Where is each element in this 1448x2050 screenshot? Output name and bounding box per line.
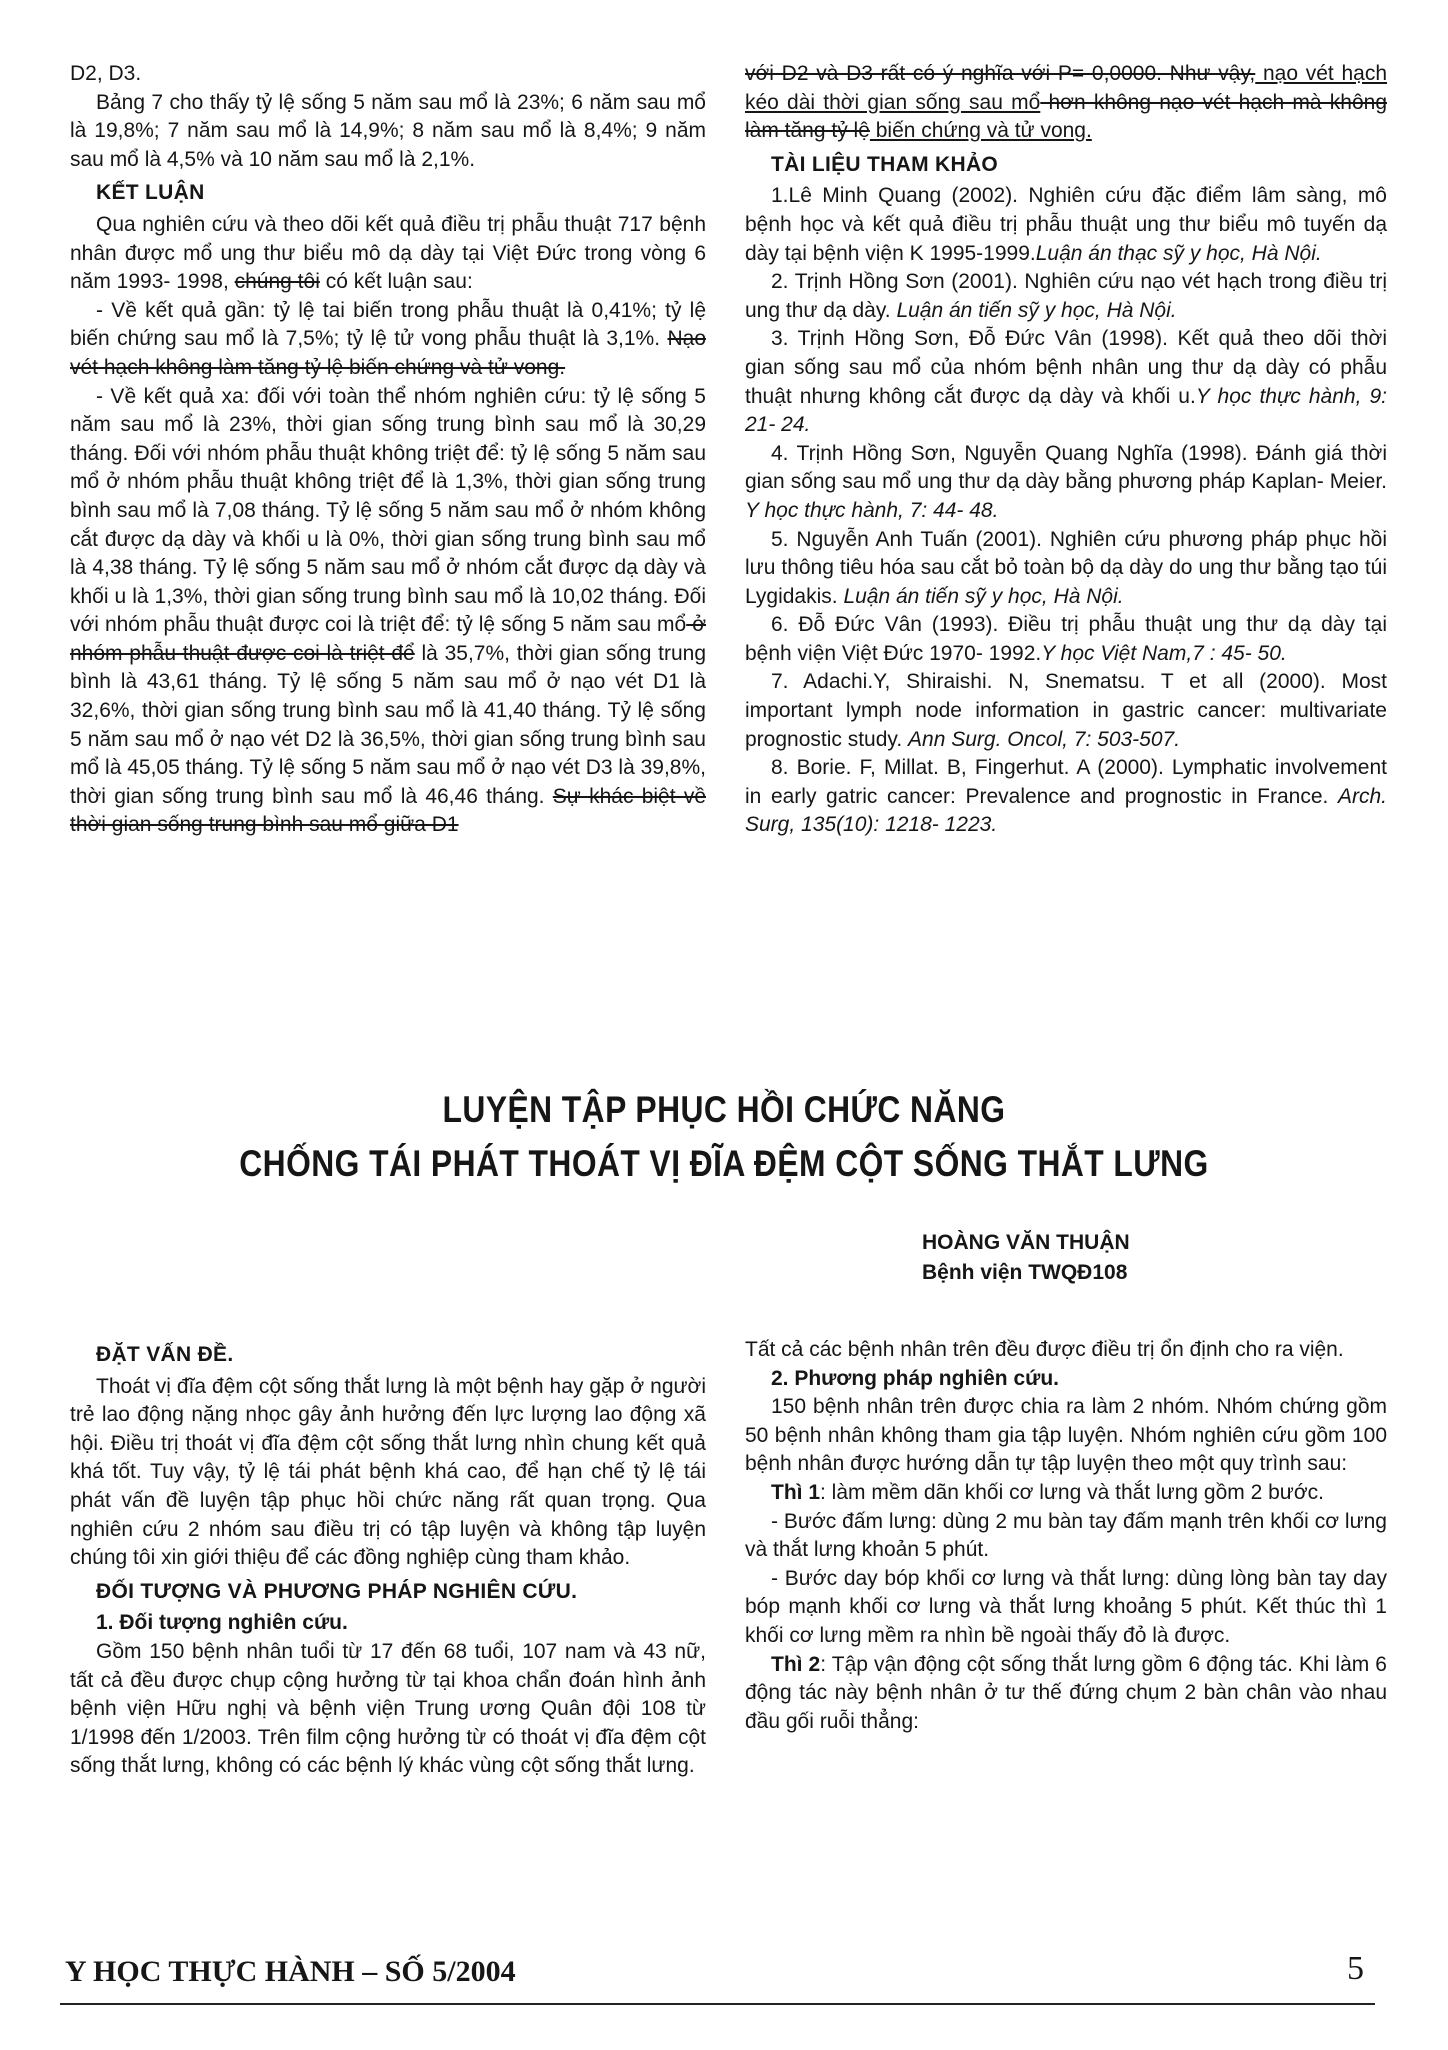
reference-item: 3. Trịnh Hồng Sơn, Đỗ Đức Vân (1998). Kết quả theo dõi thời gian sống sau mổ của nhóm bệnh nhân ung thư dạ dày có phẫu thuật nhưng không cắt được dạ dày và khối u.Y học thực hành, 9: 21- 24. (745, 327, 1387, 437)
journal-footer: Y HỌC THỰC HÀNH – SỐ 5/2004 (65, 1955, 516, 1988)
step-label: Thì 1 (771, 1480, 821, 1504)
subsection-heading: 1. Đối tượng nghiên cứu. (96, 1611, 348, 1635)
reference-item: 5. Nguyễn Anh Tuấn (2001). Nghiên cứu phương pháp phục hồi lưu thông tiêu hóa sau cắt bỏ toàn bộ dạ dày do ung thư bằng tạo túi Lygidakis. Luận án tiến sỹ y học, Hà Nội. (745, 527, 1387, 608)
reference-item: 8. Borie. F, Millat. B, Fingerhut. A (2000). Lymphatic involvement in early gatric cancer: Prevalence and prognostic in France. Arch. Surg, 135(10): 1218- 1223. (745, 756, 1387, 837)
struck-text: chúng tôi (234, 270, 320, 294)
right-column-top (745, 60, 1387, 840)
reference-item: 7. Adachi.Y, Shiraishi. N, Snematsu. T et all (2000). Most important lymph node information in gastric cancer: multivariate prognostic study. Ann Surg. Oncol, 7: 503-507. (745, 670, 1387, 751)
section-heading-references: TÀI LIỆU THAM KHẢO (771, 152, 999, 176)
paragraph: Thì 1: làm mềm dãn khối cơ lưng và thắt lưng gồm 2 bước. (771, 1480, 1324, 1504)
section-heading-methods: ĐỐI TƯỢNG VÀ PHƯƠNG PHÁP NGHIÊN CỨU. (96, 1579, 578, 1603)
paragraph: - Về kết quả xa: đối với toàn thể nhóm nghiên cứu: tỷ lệ sống 5 năm sau mổ là 23%, thời gian sống trung bình sau mổ là 30,29 tháng. Đối với nhóm phẫu thuật không triệt để: tỷ lệ sống 5 năm sau mổ ở nhóm phẫu thuật không triệt để là 1,3%, thời gian sống trung bình sau mổ là 7,08 tháng. Tỷ lệ sống 5 năm sau mổ ở nhóm không cắt được dạ dày và khối u là 0%, thời gian sống trung bình sau mổ là 4,38 tháng. Tỷ lệ sống 5 năm sau mổ ở nhóm cắt được dạ dày và khối u là 1,3%, thời gian sống trung bình sau mổ là 10,02 tháng. Đối với nhóm phẫu thuật được coi là triệt để: tỷ lệ sống 5 năm sau mổ ở nhóm phẫu thuật được coi là triệt để là 35,7%, thời gian sống trung bình là 43,61 tháng. Tỷ lệ sống 5 năm sau mổ ở nạo vét D1 là 32,6%, thời gian sống trung bình sau mổ là 41,40 tháng. Tỷ lệ sống 5 năm sau mổ ở nạo vét D2 là 36,5%, thời gian sống trung bình sau mổ là 45,05 tháng. Tỷ lệ sống 5 năm sau mổ ở nạo vét D3 là 39,8%, thời gian sống trung bình sau mổ là 46,46 tháng. Sự khác biệt về thời gian sống trung bình sau mổ giữa D1 (70, 384, 707, 837)
paragraph: Tất cả các bệnh nhân trên đều được điều trị ổn định cho ra viện. (745, 1338, 1344, 1361)
struck-text: với D2 và D3 rất có ý nghĩa với P= 0,0000. Như vậy, (745, 62, 1256, 85)
left-column-bottom (70, 1336, 706, 1781)
struck-text: ở nhóm phẫu thuật được coi là triệt để (70, 613, 706, 665)
reference-item: 2. Trịnh Hồng Sơn (2001). Nghiên cứu nạo vét hạch trong điều trị ung thư dạ dày. Luận án tiến sỹ y học, Hà Nội. (745, 270, 1387, 322)
paragraph: - Bước đấm lưng: dùng 2 mu bàn tay đấm mạnh trên khối cơ lưng và thắt lưng khoản 5 phút. (745, 1509, 1387, 1562)
article-title-line-1: LUYỆN TẬP PHỤC HỒI CHỨC NĂNG (442, 1089, 1006, 1130)
underlined-text: biến chứng và tử vong. (869, 119, 1092, 143)
article-title-line-2: CHỐNG TÁI PHÁT THOÁT VỊ ĐĨA ĐỆM CỘT SỐNG THẮT LƯNG (239, 1143, 1209, 1184)
underlined-text: nạo vét hạch kéo dài thời gian sống sau mổ (745, 62, 1388, 114)
author-name: HOÀNG VĂN THUẬN (922, 1231, 1130, 1254)
struck-text: Sự khác biệt về thời gian sống trung bình sau mổ giữa D1 (70, 784, 707, 837)
reference-item: 6. Đỗ Đức Vân (1993). Điều trị phẫu thuật ung thư dạ dày tại bệnh viện Việt Đức 1970- 1992.Y học Việt Nam,7 : 45- 50. (745, 613, 1387, 665)
paragraph: Gồm 150 bệnh nhân tuổi từ 17 đến 68 tuổi, 107 nam và 43 nữ, tất cả đều được chụp cộng hưởng từ tại khoa chẩn đoán hình ảnh bệnh viện Hữu nghị và bệnh viện Trung ương Quân đội 108 từ 1/1998 đến 1/2003. Trên film cộng hưởng từ có thoát vị đĩa đệm cột sống thắt lưng, không có các bệnh lý khác vùng cột sống thắt lưng. (70, 1639, 706, 1778)
step-label: Thì 2 (771, 1652, 821, 1676)
article-title (101, 1083, 1346, 1191)
paragraph: D2, D3. (70, 62, 142, 85)
section-heading-dat-van-de: ĐẶT VẤN ĐỀ. (96, 1343, 234, 1366)
paragraph: Qua nghiên cứu và theo dõi kết quả điều trị phẫu thuật 717 bệnh nhân được mổ ung thư biểu mô dạ dày tại Việt Đức trong vòng 6 năm 1993- 1998, chúng tôi có kết luận sau: (70, 212, 706, 294)
footer-divider (60, 2003, 1375, 2005)
left-column-top (70, 60, 706, 840)
paragraph: - Về kết quả gần: tỷ lệ tai biến trong phẫu thuật là 0,41%; tỷ lệ biến chứng sau mổ là 7,5%; tỷ lệ tử vong phẫu thuật là 3,1%. Nạo vét hạch không làm tăng tỷ lệ biến chứng và tử vong. (70, 298, 706, 379)
paragraph: Bảng 7 cho thấy tỷ lệ sống 5 năm sau mổ là 23%; 6 năm sau mổ là 19,8%; 7 năm sau mổ là 14,9%; 8 năm sau mổ là 8,4%; 9 năm sau mổ là 4,5% và 10 năm sau mổ là 2,1%. (70, 90, 706, 171)
author-affiliation: Bệnh viện TWQĐ108 (922, 1261, 1128, 1284)
paragraph: Thì 2: Tập vận động cột sống thắt lưng gồm 6 động tác. Khi làm 6 động tác này bệnh nhân ở tư thế đứng chụm 2 bàn chân vào nhau đầu gối ruỗi thẳng: (745, 1652, 1387, 1733)
paragraph: Thoát vị đĩa đệm cột sống thắt lưng là một bệnh hay gặp ở người trẻ lao động nặng nhọc gây ảnh hưởng đến lực lượng lao động xã hội. Điều trị thoát vị đĩa đệm cột sống thắt lưng nhìn chung kết quả khá tốt. Tuy vậy, tỷ lệ tái phát bệnh khá cao, để hạn chế tỷ lệ tái phát vấn đề luyện tập phục hồi chức năng rất quan trọng. Qua nghiên cứu 2 nhóm sau điều trị có tập luyện và không tập luyện chúng tôi xin giới thiệu để các đồng nghiệp cùng tham khảo. (70, 1374, 706, 1570)
paragraph (745, 60, 1387, 146)
struck-text: hơn không nạo vét hạch mà không làm tăng tỷ lệ (745, 90, 1387, 143)
subsection-heading: 2. Phương pháp nghiên cứu. (771, 1366, 1060, 1390)
reference-item: 4. Trịnh Hồng Sơn, Nguyễn Quang Nghĩa (1998). Đánh giá thời gian sống sau mổ ung thư dạ dày bằng phương pháp Kaplan- Meier. Y học thực hành, 7: 44- 48. (745, 441, 1387, 522)
paragraph: - Bước day bóp khối cơ lưng và thắt lưng: dùng lòng bàn tay day bóp mạnh khối cơ lưng và thắt lưng khoảng 5 phút. Kết thúc thì 1 khối cơ lưng mềm ra nhìn bề ngoài thấy đỏ là được. (745, 1566, 1387, 1647)
struck-text: Nạo vét hạch không làm tăng tỷ lệ biến chứng và tử vong. (70, 327, 706, 379)
byline (922, 1228, 1130, 1288)
page-number: 5 (1347, 1950, 1364, 1987)
right-column-bottom (745, 1336, 1387, 1736)
section-heading-ket-luan: KẾT LUẬN (96, 181, 205, 205)
reference-item: 1.Lê Minh Quang (2002). Nghiên cứu đặc điểm lâm sàng, mô bệnh học và kết quả điều trị phẫu thuật ung thư biểu mô tuyến dạ dày tại bệnh viện K 1995-1999.Luận án thạc sỹ y học, Hà Nội. (745, 184, 1387, 265)
paragraph: 150 bệnh nhân trên được chia ra làm 2 nhóm. Nhóm chứng gồm 50 bệnh nhân không tham gia tập luyện. Nhóm nghiên cứu gồm 100 bệnh nhân được hướng dẫn tự tập luyện theo một quy trình sau: (745, 1395, 1387, 1476)
